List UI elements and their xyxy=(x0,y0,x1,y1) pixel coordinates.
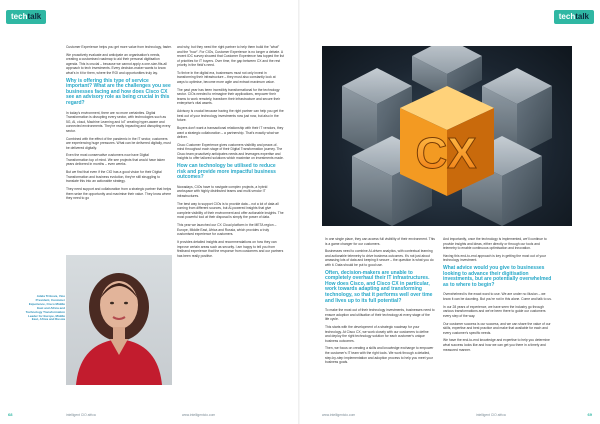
paragraph: In today's environment, there are no more certainties. Digital Transformation is disrupting every sector, with technologies such as 5G, AI, cloud, Machine Learning and IoT creating hyper-aware and connected environments. They're really impacting and disrupting every sector. xyxy=(66,110,171,133)
website-url: www.intelligentcio.com xyxy=(182,413,216,417)
page-number: 69 xyxy=(587,412,592,417)
paragraph: It provides detailed insights and recommendations on how they can improve certain areas such as security. I am happy to tell you from firsthand experience that the response from customers and our partners has been really positive. xyxy=(177,239,284,258)
left-column-1 xyxy=(66,45,172,204)
question-heading: How can technology be utilised to reduce risk and provide more impactful business outcomes? xyxy=(177,163,276,181)
magazine-name: intelligent CIO africa xyxy=(66,413,96,417)
paragraph: Our customer success is our success, and we can share the value of our skills, expertise and best practice and make that available for each and every customer's specific needs. xyxy=(443,321,551,335)
paragraph: In one single place, they can access full visibility of their environment. This is a game changer for our customers. xyxy=(325,237,435,246)
logo-text-talk: talk xyxy=(27,12,42,21)
paragraph: Businesses need to combine AI-driven analytics, with contextual learning and actionable telemetry to drive business outcomes. It's not just about amassing lots of data and keeping it secure – the question is what you do with it. Data should be put to good use. xyxy=(325,249,434,267)
paragraph: Even the most conservative customers now have Digital Transformation top of mind. We see projects that would have taken years delivered in months – even weeks. xyxy=(66,153,166,167)
paragraph: Advisory is crucial because having the right partner can help you get the best out of your technology investments now just now, but also in the future. xyxy=(177,109,284,123)
paragraph: To make the most out of their technology investments, businesses need to ensure adoption and utilisation of their technology at every stage of the life cycle. xyxy=(325,308,435,322)
paragraph: Having this end-to-end approach is key in getting the most out of your technology investment. xyxy=(443,253,546,263)
paragraph: And importantly, once the technology is implemented, we'll continue to provide insights and ideas, either directly or through our tools and telemetry to enable continuous optimisation and innovation. xyxy=(443,237,547,251)
paragraph: Combined with the effect of the pandemic in the IT sector, customers are experiencing huge pressures. What can be delivered digitally, must be delivered digitally. xyxy=(66,136,171,150)
techtalk-logo xyxy=(554,10,594,24)
portrait-photo xyxy=(66,255,172,385)
logo-text-talk: talk xyxy=(575,12,589,21)
website-url: www.intelligentcio.com xyxy=(322,413,356,417)
paragraph: This year we launched our CX Cloud platform in the META region – Europe, Middle East, Africa and Russia, which provides a truly customised experience for customers. xyxy=(177,223,277,237)
logo-text-tech: tech xyxy=(11,12,28,21)
paragraph: Customer Experience helps you get more value from technology, faster. xyxy=(66,45,172,49)
left-column-2 xyxy=(177,45,284,261)
cx-cubes-illustration xyxy=(322,46,572,226)
paragraph: Overwhelmed is the exact word to use. We are under no illusion – we know it can be daunting. But you're not in this alone. Come and talk to us. xyxy=(443,292,552,302)
paragraph: This starts with the development of a strategic roadmap for your technology. At Cisco CX, we work closely with our customers to define and deploy the right technology solution for each customer's unique business outcomes. xyxy=(325,325,429,343)
paragraph: We have the end-to-end knowledge and expertise to help you determine what success looks like and how we can get you there in a timely and measured manner. xyxy=(443,338,550,352)
paragraph: and why, but they need the right partner to help them build the "what" and the "how". For CIOs, Customer Experience is no longer a debate. A recent IDC survey showed that Customer Experience has topped the list of priorities for IT buyers. Over time, the gap between CX and the rest priority in the field's need. xyxy=(177,45,284,68)
cx-hero-image xyxy=(322,46,572,226)
page-number: 68 xyxy=(8,412,13,417)
magazine-name: intelligent CIO africa xyxy=(476,413,506,417)
paragraph: We proactively evaluate and anticipate an organisation's needs, creating a customised roadmap to aid their personal digitisation agenda. This is crucial – because we cannot apply a one-size-fits-all approach to tech investments. Every decision-maker wants to know what's in it for them, where the ROI and opportunities truly lay. xyxy=(66,52,167,75)
question-heading: What advice would you give to businesses looking to advance their digitisation investments, but are potentially overwhelmed as to where to begin? xyxy=(443,265,552,288)
paragraph: In our 28 years of experience, we have seen the industry go through various transformations and we've been there to guide our customers every step of the way. xyxy=(443,304,546,318)
paragraph: They need support and collaboration from a strategic partner that helps them seize the opportunity and maximise their value. They know where they need to go xyxy=(66,187,172,201)
paragraph: Nowadays, CIOs have to navigate complex projects, a hybrid workspace with highly distributed teams and multi-vendor IT infrastructures. xyxy=(177,184,268,199)
paragraph: Buyers don't want a transactional relationship with their IT vendors, they want a strategic collaboration – a partnership. That's exactly what we deliver. xyxy=(177,125,284,140)
portrait-caption: Adela Trnkova, Vice President, Customer Experience, Cisco Middle East and Africa and Technology Transformation Leader for Europe, Middle East, Africa and Russia xyxy=(25,294,65,322)
paragraph: Cisco Customer Experience gives customers visibility and peace-of-mind throughout each stage of their Digital Transformation journey. The Cisco team proactively anticipates needs and leverages expertise and insights to offer tailored solutions which maximise on investments made. xyxy=(177,142,284,161)
techtalk-logo xyxy=(6,10,46,24)
question-heading: Why is offering this type of service important? What are the challenges you see businesses facing and how does Cisco CX see an advisory role as being crucial in this regard? xyxy=(66,77,171,107)
paragraph: To thrive in the digital era, businesses must not only invest in transforming their infrastructure – they must also constantly look at ways to optimise, become more agile and extract maximum value. xyxy=(177,70,276,85)
right-column-1 xyxy=(325,237,435,368)
cx-label: CX xyxy=(415,129,477,178)
paragraph: But we find that even if the CIO has a good vision for their Digital Transformation and business evolution, they're still struggling to translate this into an actionable strategy. xyxy=(66,170,162,184)
paragraph: Then, we focus on creating a skills and knowledge exchange to empower the customer's IT team with the right tools. We work through a detailed, step-by-step implementation and adoption process to help you meet your business goals. xyxy=(325,346,434,365)
paragraph: The best way to support CIOs is to provide data – not a lot of data all coming from different sources, but AI-powered insights that give complete visibility of their environment and offer actionable insights. The most powerful tool at their disposal is simply the power of data. xyxy=(177,201,284,220)
right-column-2 xyxy=(443,237,553,355)
person-illustration xyxy=(66,255,172,385)
logo-text-tech: tech xyxy=(558,12,576,21)
question-heading: Often, decision-makers are unable to completely overhaul their IT infrastructures. How does Cisco, and Cisco CX in particular, work towards adapting and transforming technology, so that it performs well over time and lives up to its full potential? xyxy=(325,269,433,304)
paragraph: The past year has been incredibly transformational for the technology sector. CIOs needed to reimagine their applications, empower their teams to work remotely, transform their infrastructure and secure their enterprise's vital assets. xyxy=(177,87,281,106)
